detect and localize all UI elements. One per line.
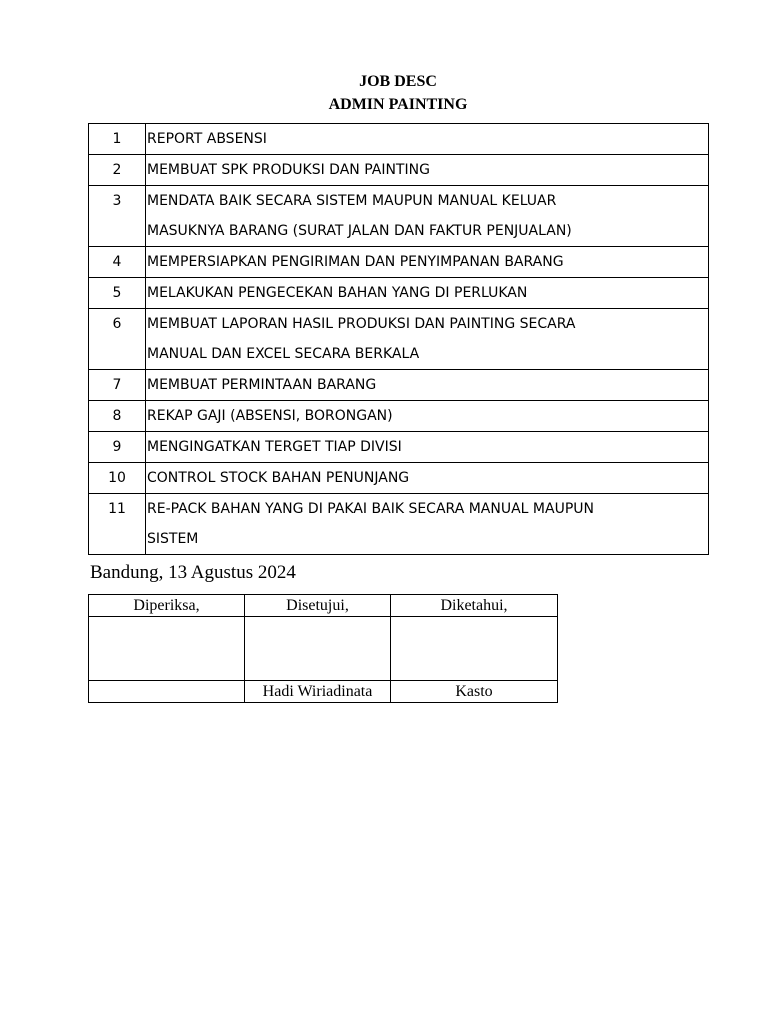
- task-row: [89, 309, 709, 370]
- signature-space-acknowledged: [391, 617, 558, 681]
- task-description: [146, 124, 709, 155]
- task-description: [146, 278, 709, 309]
- task-number-text: 8: [112, 408, 122, 424]
- task-description-line: CONTROL STOCK BAHAN PENUNJANG: [147, 470, 410, 486]
- task-number-text: 10: [108, 470, 126, 486]
- task-row: [89, 370, 709, 401]
- task-number-text: 1: [112, 131, 122, 147]
- title-line-1: JOB DESC: [359, 73, 437, 90]
- title-line-2: ADMIN PAINTING: [328, 96, 468, 113]
- task-description-line: MENDATA BAIK SECARA SISTEM MAUPUN MANUAL KELUAR: [147, 193, 557, 209]
- task-number-text: 3: [112, 193, 122, 209]
- task-description-line: MENGINGATKAN TERGET TIAP DIVISI: [147, 439, 402, 455]
- task-number-text: 7: [112, 377, 122, 393]
- task-row: [89, 155, 709, 186]
- task-row: [89, 247, 709, 278]
- task-description: [146, 247, 709, 278]
- task-number-text: 6: [112, 316, 122, 332]
- task-description-line: MEMBUAT SPK PRODUKSI DAN PAINTING: [147, 162, 430, 178]
- task-row: [89, 186, 709, 247]
- task-description: [146, 155, 709, 186]
- task-number: [89, 278, 146, 309]
- approval-header-checked: Diperiksa,: [89, 595, 245, 617]
- task-number-text: 2: [112, 162, 122, 178]
- signatory-name-row: [89, 681, 558, 703]
- task-number: [89, 463, 146, 494]
- task-description-line: REKAP GAJI (ABSENSI, BORONGAN): [147, 408, 393, 424]
- task-number: [89, 155, 146, 186]
- task-description-line: REPORT ABSENSI: [147, 131, 267, 147]
- task-description: [146, 463, 709, 494]
- task-description-line: SISTEM: [147, 531, 199, 547]
- approval-header-row: [89, 595, 558, 617]
- task-description: [146, 432, 709, 463]
- document-title: [0, 70, 768, 116]
- task-description-line: MASUKNYA BARANG (SURAT JALAN DAN FAKTUR PENJUALAN): [147, 223, 572, 239]
- task-description-line: MELAKUKAN PENGECEKAN BAHAN YANG DI PERLUKAN: [147, 285, 528, 301]
- signatory-name-approved: Hadi Wiriadinata: [245, 681, 391, 703]
- task-description-line: MEMBUAT LAPORAN HASIL PRODUKSI DAN PAINTING SECARA: [147, 316, 576, 332]
- task-number: [89, 494, 146, 555]
- task-description-line: RE-PACK BAHAN YANG DI PAKAI BAIK SECARA MANUAL MAUPUN: [147, 501, 594, 517]
- task-description: [146, 494, 709, 555]
- task-number: [89, 370, 146, 401]
- signatory-name-acknowledged: Kasto: [391, 681, 558, 703]
- task-description-line: MEMBUAT PERMINTAAN BARANG: [147, 377, 377, 393]
- task-row: [89, 124, 709, 155]
- signatory-name-checked: [89, 681, 245, 703]
- task-description: [146, 401, 709, 432]
- task-row: [89, 463, 709, 494]
- task-description-line: MANUAL DAN EXCEL SECARA BERKALA: [147, 346, 420, 362]
- task-description: [146, 309, 709, 370]
- task-number: [89, 186, 146, 247]
- signature-space-approved: [245, 617, 391, 681]
- task-number-text: 4: [112, 254, 122, 270]
- task-number: [89, 401, 146, 432]
- task-row: [89, 494, 709, 555]
- task-number: [89, 309, 146, 370]
- job-description-table: [88, 123, 709, 555]
- approval-header-approved: Disetujui,: [245, 595, 391, 617]
- task-number-text: 11: [108, 501, 126, 517]
- signature-space-row: [89, 617, 558, 681]
- task-number-text: 9: [112, 439, 122, 455]
- approval-table: [88, 594, 558, 703]
- signing-date: Bandung, 13 Agustus 2024: [90, 562, 296, 583]
- task-row: [89, 432, 709, 463]
- signature-space-checked: [89, 617, 245, 681]
- task-row: [89, 278, 709, 309]
- task-number: [89, 247, 146, 278]
- task-number: [89, 432, 146, 463]
- task-table-body: [89, 124, 709, 555]
- task-number-text: 5: [112, 285, 122, 301]
- task-description: [146, 186, 709, 247]
- task-description-line: MEMPERSIAPKAN PENGIRIMAN DAN PENYIMPANAN BARANG: [147, 254, 564, 270]
- task-description: [146, 370, 709, 401]
- task-row: [89, 401, 709, 432]
- task-number: [89, 124, 146, 155]
- approval-header-acknowledged: Diketahui,: [391, 595, 558, 617]
